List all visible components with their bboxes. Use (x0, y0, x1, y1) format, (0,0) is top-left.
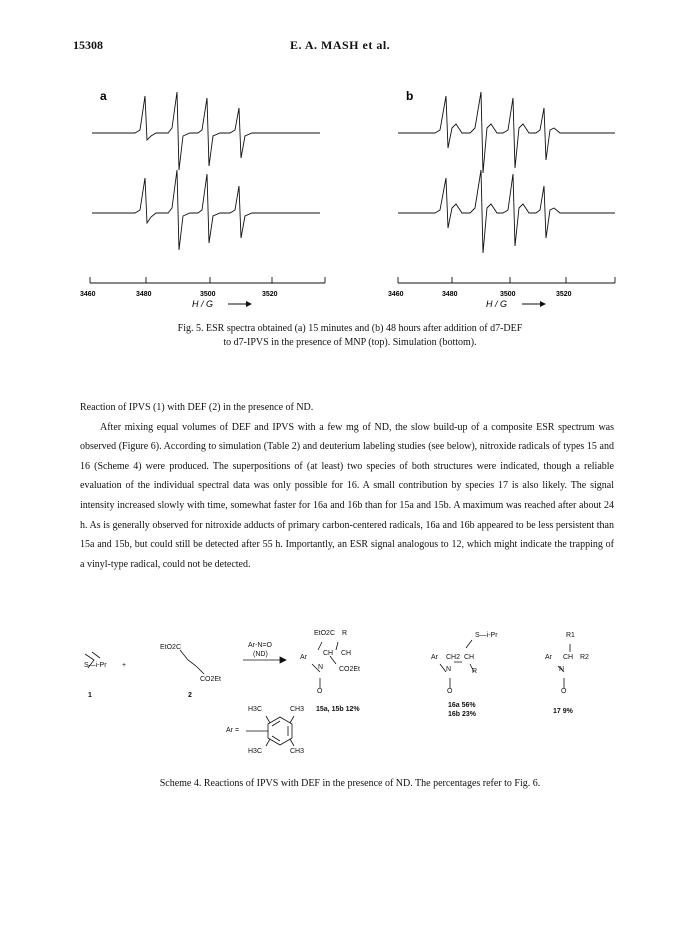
figure-caption-line-1: Fig. 5. ESR spectra obtained (a) 15 minutes and (b) 48 hours after addition of d7-DEF (177, 323, 523, 334)
axis-b-label: H / G (486, 299, 508, 308)
cpd17-r2: R2 (580, 654, 589, 661)
axis-b-tick-3480: 3480 (442, 291, 458, 298)
cpd17-ch: CH (563, 654, 574, 661)
spectrum-a-experimental (92, 92, 320, 170)
axis-a-tick-3500: 3500 (200, 291, 216, 298)
label-16a: 16a 56% (448, 702, 476, 709)
cpd15-ar: Ar (300, 654, 307, 661)
section-heading: Reaction of IPVS (1) with DEF (2) in the presence of ND. (80, 402, 314, 413)
cpd16-ar: Ar (431, 654, 438, 661)
panel-b-label: b (406, 89, 414, 103)
cpd16-o: O (447, 688, 453, 695)
figure-5-esr-spectra (80, 78, 620, 308)
def-eto2c: EtO2C (160, 644, 182, 651)
benzene-ring-icon (246, 716, 294, 746)
axis-a (90, 277, 325, 283)
cpd15-o: O (317, 688, 323, 695)
panel-a-label: a (100, 89, 107, 103)
cpd16-ch: CH (464, 654, 475, 661)
label-16b: 16b 23% (448, 711, 477, 718)
axis-a-label: H / G (192, 299, 214, 308)
cpd15-co2et: CO2Et (339, 666, 361, 673)
ar-ch3-bottom: CH3 (290, 748, 305, 755)
def-co2et: CO2Et (200, 676, 222, 683)
compound-1-label: 1 (88, 692, 92, 699)
plus-sign: + (122, 662, 127, 669)
running-header-authors: E. A. MASH et al. (290, 38, 391, 52)
compound-2-label: 2 (188, 692, 192, 699)
spectrum-a-simulated (92, 170, 320, 250)
scheme-4-caption: Scheme 4. Reactions of IPVS with DEF in the presence of ND. The percentages refer to Fig. 6. (159, 778, 541, 789)
axis-a-tick-3460: 3460 (80, 291, 96, 298)
ar-h3c-top: H3C (248, 706, 263, 713)
cpd15-r: R (342, 630, 348, 637)
label-15: 15a, 15b 12% (316, 706, 360, 713)
cpd15-n: N (318, 664, 324, 671)
axis-b (398, 277, 615, 283)
cpd16-s-ipr: S—i-Pr (475, 632, 498, 639)
cpd15-eto2c: EtO2C (314, 630, 336, 637)
cpd17-o: O (561, 688, 567, 695)
ar-h3c-bottom: H3C (248, 748, 263, 755)
ar-ch3-top: CH3 (290, 706, 305, 713)
axis-b-tick-3460: 3460 (388, 291, 404, 298)
axis-a-tick-3520: 3520 (262, 291, 278, 298)
cpd17-ar: Ar (545, 654, 552, 661)
spectrum-b-simulated (398, 170, 615, 253)
cpd15-ch-right: CH (341, 650, 352, 657)
cpd15-ch-left: CH (323, 650, 334, 657)
figure-5-caption (80, 322, 620, 350)
ar-equals: Ar = (226, 727, 240, 734)
axis-a-tick-3480: 3480 (136, 291, 152, 298)
cpd16-n: N (446, 666, 452, 673)
section-paragraph: After mixing equal volumes of DEF and IPVS with a few mg of ND, the slow build-up of a composite ESR spectrum was observed (Figure 6). According to simulation (Table 2) and deuterium labeling studies (see below), nitroxide radicals of types 15 and 16 (Scheme 4) were produced. The superpositions of (at least) two species of both structures were indicated, though a reliable evaluation of the individual spectral data was only possible for 16. A small contribution by species 17 is also likely. The signal intensity increased slowly with time, somewhat faster for 16a and 16b than for 15a and 15b. A maximum was reached after about 24 h. As is generally observed for nitroxide adducts of primary carbon-centered radicals, 16a and 16b appeared to be less persistent than 15a and 15b, but could still be detected after 55 h. Importantly, an ESR signal analogous to 12, which might indicate the trapping of a vinyl-type radical, could not be detected. (80, 421, 614, 570)
cpd17-r1: R1 (566, 632, 575, 639)
axis-b-tick-3500: 3500 (500, 291, 516, 298)
reagent-arno: Ar-N=O (248, 642, 272, 649)
esr-spectra-graphic (80, 78, 620, 308)
section-body (80, 398, 614, 574)
figure-caption-line-2: to d7-IPVS in the presence of MNP (top). Simulation (bottom). (223, 337, 477, 348)
reagent-nd: (ND) (253, 651, 268, 658)
cpd17-n: N (559, 666, 565, 673)
axis-b-tick-3520: 3520 (556, 291, 572, 298)
ipvs-s-ipr: S—i-Pr (84, 662, 107, 669)
cpd16-r: R (472, 668, 478, 675)
arrow-icon (522, 301, 546, 307)
page-number: 15308 (73, 38, 103, 52)
spectrum-b-experimental (398, 92, 615, 173)
cpd16-ch2: CH2 (446, 654, 461, 661)
arrow-icon (228, 301, 252, 307)
scheme-4-graphic (80, 622, 620, 772)
label-17: 17 9% (553, 708, 573, 715)
